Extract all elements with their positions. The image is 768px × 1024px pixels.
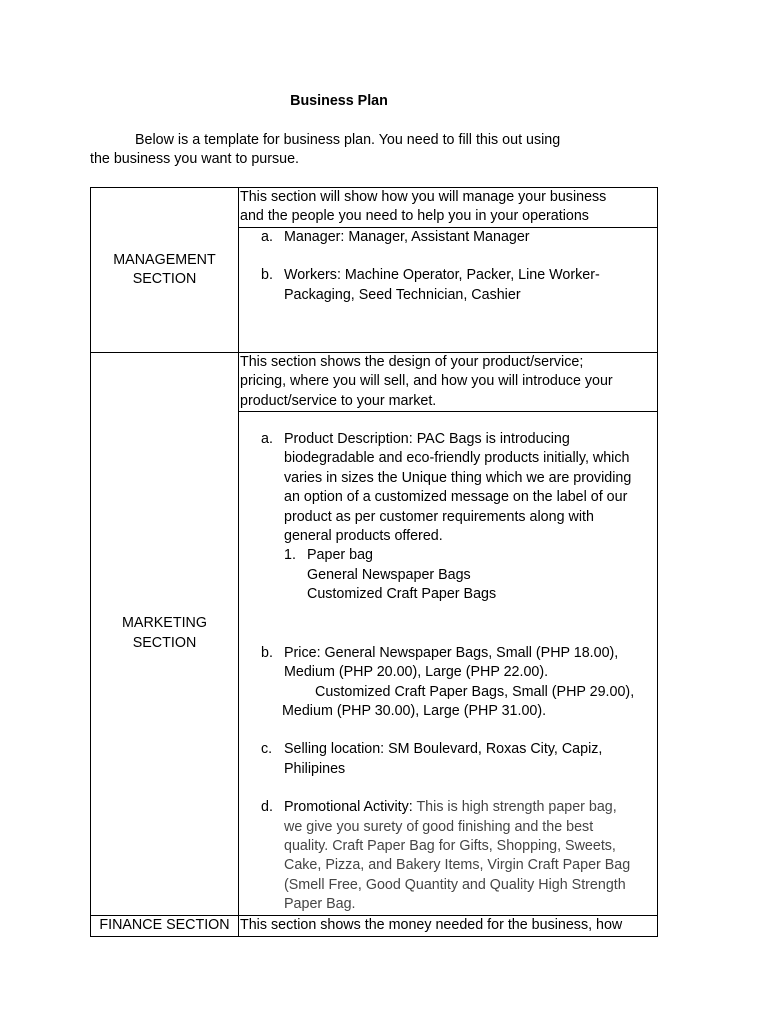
intro-line-2: the business you want to pursue. <box>90 150 300 167</box>
list-item <box>239 228 657 247</box>
promo-line: (Smell Free, Good Quantity and Quality High Strength <box>284 876 626 893</box>
finance-desc-line-1: This section shows the money needed for the business, how <box>240 916 623 933</box>
paper-bag-title: Paper bag <box>307 547 373 564</box>
workers-line-1: Workers: Machine Operator, Packer, Line Worker- <box>284 267 600 284</box>
promo-line: Cake, Pizza, and Bakery Items, Virgin Craft Paper Bag <box>284 857 631 874</box>
marketing-content <box>239 412 658 916</box>
list-marker: a. <box>261 228 273 245</box>
price-line: Medium (PHP 30.00), Large (PHP 31.00). <box>282 702 547 719</box>
price-line: Customized Craft Paper Bags, Small (PHP 29.00), <box>315 683 635 700</box>
management-label-line-2: SECTION <box>132 270 197 287</box>
promo-text: This is high strength paper bag, <box>416 799 617 816</box>
promo-line: quality. Craft Paper Bag for Gifts, Shopping, Sweets, <box>284 837 616 854</box>
workers-line-2: Packaging, Seed Technician, Cashier <box>284 286 521 303</box>
paper-bag-type: Customized Craft Paper Bags <box>307 586 497 603</box>
list-item <box>239 644 657 722</box>
price-line: Medium (PHP 20.00), Large (PHP 22.00). <box>284 664 549 681</box>
product-desc-line: biodegradable and eco-friendly products initially, which <box>284 450 630 467</box>
price-line: Price: General Newspaper Bags, Small (PHP 18.00), <box>284 644 619 661</box>
list-marker: a. <box>261 431 273 448</box>
management-label-line-1: MANAGEMENT <box>113 251 216 268</box>
promo-line <box>284 798 657 817</box>
intro-paragraph <box>90 131 560 168</box>
sub-list-item <box>284 546 653 604</box>
list-item <box>239 798 657 914</box>
finance-row <box>91 915 658 936</box>
selling-location-line: Philipines <box>284 760 346 777</box>
list-marker: b. <box>261 644 273 661</box>
paper-bag-type: General Newspaper Bags <box>307 566 471 583</box>
management-description <box>239 188 658 228</box>
marketing-label-line-1: MARKETING <box>122 615 207 632</box>
document-title: Business Plan <box>290 93 388 109</box>
sub-list-marker: 1. <box>284 547 296 564</box>
intro-line-1: Below is a template for business plan. You need to fill this out using <box>135 132 561 148</box>
product-desc-line: general products offered. <box>284 528 443 545</box>
management-desc-line-1: This section will show how you will manage your business <box>240 189 607 205</box>
marketing-desc-line-3: product/service to your market. <box>240 392 437 409</box>
management-desc-row <box>91 188 658 228</box>
management-content <box>239 227 658 352</box>
product-desc-line: Product Description: PAC Bags is introducing <box>284 431 570 448</box>
marketing-desc-line-2: pricing, where you will sell, and how you will introduce your <box>240 373 613 390</box>
product-desc-line: an option of a customized message on the label of our <box>284 489 628 506</box>
marketing-desc-row <box>91 352 658 411</box>
selling-location-line: Selling location: SM Boulevard, Roxas City, Capiz, <box>284 741 603 758</box>
promo-line: Paper Bag. <box>284 896 356 913</box>
business-plan-table <box>90 187 658 937</box>
promo-label: Promotional Activity: <box>284 799 413 816</box>
marketing-description <box>239 352 658 411</box>
manager-text: Manager: Manager, Assistant Manager <box>284 228 530 245</box>
finance-description <box>239 915 658 936</box>
finance-section-label: FINANCE SECTION <box>91 915 239 936</box>
list-marker: d. <box>261 799 273 816</box>
list-item <box>239 430 657 605</box>
management-section-label <box>91 188 239 353</box>
list-item <box>239 266 657 305</box>
marketing-desc-line-1: This section shows the design of your product/service; <box>240 353 584 370</box>
product-desc-line: varies in sizes the Unique thing which we are providing <box>284 469 632 486</box>
management-desc-line-2: and the people you need to help you in your operations <box>240 208 589 225</box>
list-marker: b. <box>261 267 273 284</box>
list-item <box>239 740 657 779</box>
list-marker: c. <box>261 741 273 758</box>
promo-line: we give you surety of good finishing and the best <box>284 818 594 835</box>
product-desc-line: product as per customer requirements along with <box>284 508 594 525</box>
marketing-label-line-2: SECTION <box>132 634 197 651</box>
marketing-section-label <box>91 352 239 915</box>
